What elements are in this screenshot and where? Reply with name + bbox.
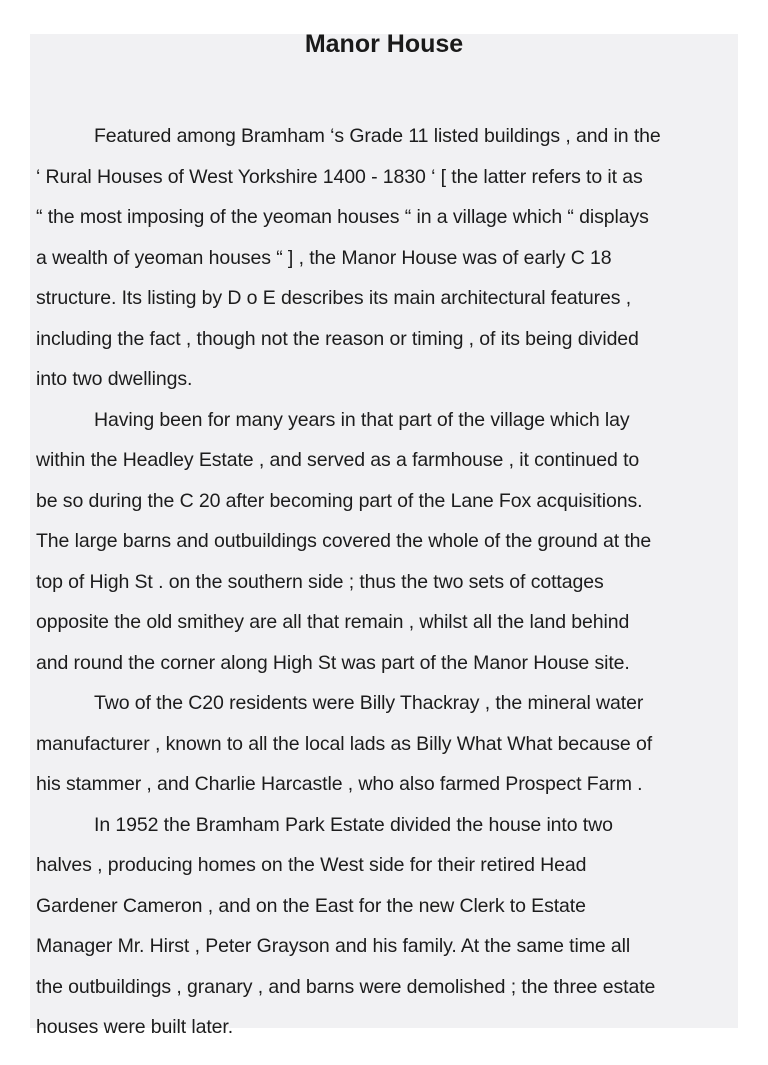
text-line: ‘ Rural Houses of West Yorkshire 1400 - 1830 ‘ [ the latter refers to it as bbox=[36, 165, 643, 188]
text-line: top of High St . on the southern side ; thus the two sets of cottages bbox=[36, 570, 604, 593]
text-line: his stammer , and Charlie Harcastle , who also farmed Prospect Farm . bbox=[36, 773, 643, 795]
document-body bbox=[36, 116, 740, 1048]
text-line: and round the corner along High St was part of the Manor House site. bbox=[36, 651, 630, 674]
text-line: Gardener Cameron , and on the East for the new Clerk to Estate bbox=[36, 894, 586, 917]
text-line: including the fact , though not the reason or timing , of its being divided bbox=[36, 327, 639, 350]
text-line: the outbuildings , granary , and barns were demolished ; the three estate bbox=[36, 975, 656, 998]
text-line: a wealth of yeoman houses “ ] , the Manor House was of early C 18 bbox=[36, 246, 612, 269]
text-line: into two dwellings. bbox=[36, 368, 193, 390]
text-line: within the Headley Estate , and served as a farmhouse , it continued to bbox=[36, 449, 640, 471]
text-line: The large barns and outbuildings covered the whole of the ground at the bbox=[36, 530, 652, 552]
text-line: be so during the C 20 after becoming part of the Lane Fox acquisitions. bbox=[36, 489, 643, 512]
text-line: opposite the old smithey are all that remain , whilst all the land behind bbox=[36, 611, 630, 633]
text-line: Having been for many years in that part of the village which lay bbox=[94, 408, 630, 431]
text-line: halves , producing homes on the West side for their retired Head bbox=[36, 854, 587, 876]
text-line: Featured among Bramham ‘s Grade 11 listed buildings , and in the bbox=[94, 125, 661, 147]
text-line: “ the most imposing of the yeoman houses “ in a village which “ displays bbox=[36, 206, 649, 228]
text-line: houses were built later. bbox=[36, 1016, 234, 1038]
text-line: manufacturer , known to all the local lads as Billy What What because of bbox=[36, 732, 653, 755]
text-line: Manager Mr. Hirst , Peter Grayson and his family. At the same time all bbox=[36, 935, 631, 957]
text-line: In 1952 the Bramham Park Estate divided the house into two bbox=[94, 813, 613, 836]
page-title: Manor House bbox=[304, 30, 464, 58]
text-line: structure. Its listing by D o E describes its main architectural features , bbox=[36, 287, 632, 309]
text-line: Two of the C20 residents were Billy Thackray , the mineral water bbox=[94, 692, 644, 714]
